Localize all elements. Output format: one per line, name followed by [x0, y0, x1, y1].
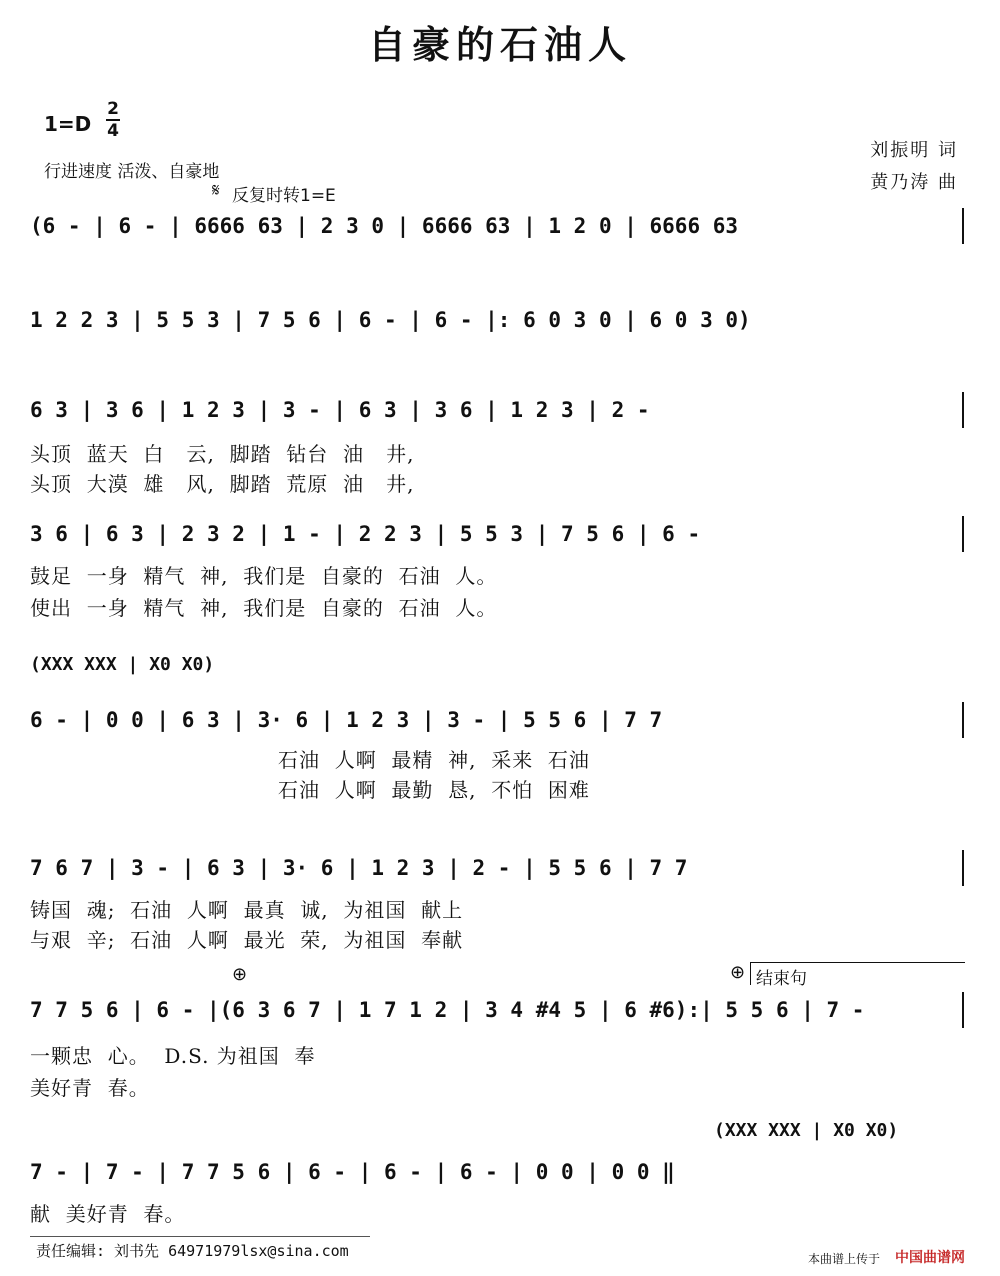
editor-credit: 责任编辑: 刘书先 64971979lsx@sina.com	[36, 1242, 349, 1260]
lyric-line-3-verse-1: 头顶 蓝天 白 云, 脚踏 钻台 油 井,	[30, 442, 415, 466]
score-line-4: 3 6 | 6 3 | 2 3 2 | 1 - | 2 2 3 | 5 5 3 | 7 5 6 | 6 -	[30, 522, 701, 546]
score-line-2: 1 2 2 3 | 5 5 3 | 7 5 6 | 6 - | 6 - |: 6 0 3 0 | 6 0 3 0)	[30, 308, 751, 332]
lyric-line-6-verse-2: 与艰 辛; 石油 人啊 最光 荣, 为祖国 奉献	[30, 928, 464, 952]
footer-divider	[30, 1236, 370, 1237]
coda-icon-end: ⊕	[730, 962, 746, 983]
segno-icon: 𝄋	[212, 180, 220, 201]
score-line-1: (6 - | 6 - | 6666 63 | 2 3 0 | 6666 63 | 1 2 0 | 6666 63	[30, 214, 739, 238]
tempo-marking: 行进速度 活泼、自豪地	[44, 162, 220, 182]
percussion-pattern-2: (XXX XXX | X0 X0)	[714, 1120, 899, 1141]
coda-label: 结束句	[756, 969, 807, 989]
time-signature	[106, 100, 120, 140]
lyric-line-5-verse-1: 石油 人啊 最精 神, 采来 石油	[278, 748, 590, 772]
lyric-line-6-verse-1: 铸国 魂; 石油 人啊 最真 诚, 为祖国 献上	[30, 898, 464, 922]
site-logo: 中国曲谱网	[895, 1250, 965, 1266]
page-title: 自豪的石油人	[367, 22, 632, 67]
score-line-6: 7 6 7 | 3 - | 6 3 | 3· 6 | 1 2 3 | 2 - | 5 5 6 | 7 7	[30, 856, 688, 880]
score-line-3: 6 3 | 3 6 | 1 2 3 | 3 - | 6 3 | 3 6 | 1 2 3 | 2 -	[30, 398, 650, 422]
score-line-5: 6 - | 0 0 | 6 3 | 3· 6 | 1 2 3 | 3 - | 5 5 6 | 7 7	[30, 708, 663, 732]
key-signature: 1=D	[44, 112, 92, 136]
score-line-7: 7 7 5 6 | 6 - |(6 3 6 7 | 1 7 1 2 | 3 4 #4 5 | 6 #6):| 5 5 6 | 7 -	[30, 998, 865, 1022]
time-signature-bottom: 4	[107, 121, 119, 141]
lyric-line-4-verse-1: 鼓足 一身 精气 神, 我们是 自豪的 石油 人。	[30, 564, 498, 588]
lyric-line-8-verse-1: 献 美好青 春。	[30, 1202, 186, 1226]
lyric-line-3-verse-2: 头顶 大漠 雄 风, 脚踏 荒原 油 井,	[30, 472, 415, 496]
lyricist-credit: 刘振明 词	[870, 140, 958, 161]
percussion-pattern-1: (XXX XXX | X0 X0)	[30, 654, 215, 675]
coda-icon: ⊕	[232, 964, 248, 985]
repeat-note: 反复时转1=E	[232, 186, 336, 206]
lyric-line-7-verse-1: 一颗忠 心。 D.S. 为祖国 奉	[30, 1044, 316, 1068]
upload-note: 本曲谱上传于	[808, 1252, 881, 1266]
lyric-line-7-verse-2: 美好青 春。	[30, 1076, 150, 1100]
score-line-8: 7 - | 7 - | 7 7 5 6 | 6 - | 6 - | 6 - | 0 0 | 0 0 ‖	[30, 1160, 675, 1184]
lyric-line-5-verse-2: 石油 人啊 最勤 恳, 不怕 困难	[278, 778, 590, 802]
composer-credit: 黄乃涛 曲	[870, 172, 958, 193]
time-signature-top: 2	[107, 99, 119, 119]
lyric-line-4-verse-2: 使出 一身 精气 神, 我们是 自豪的 石油 人。	[30, 596, 498, 620]
